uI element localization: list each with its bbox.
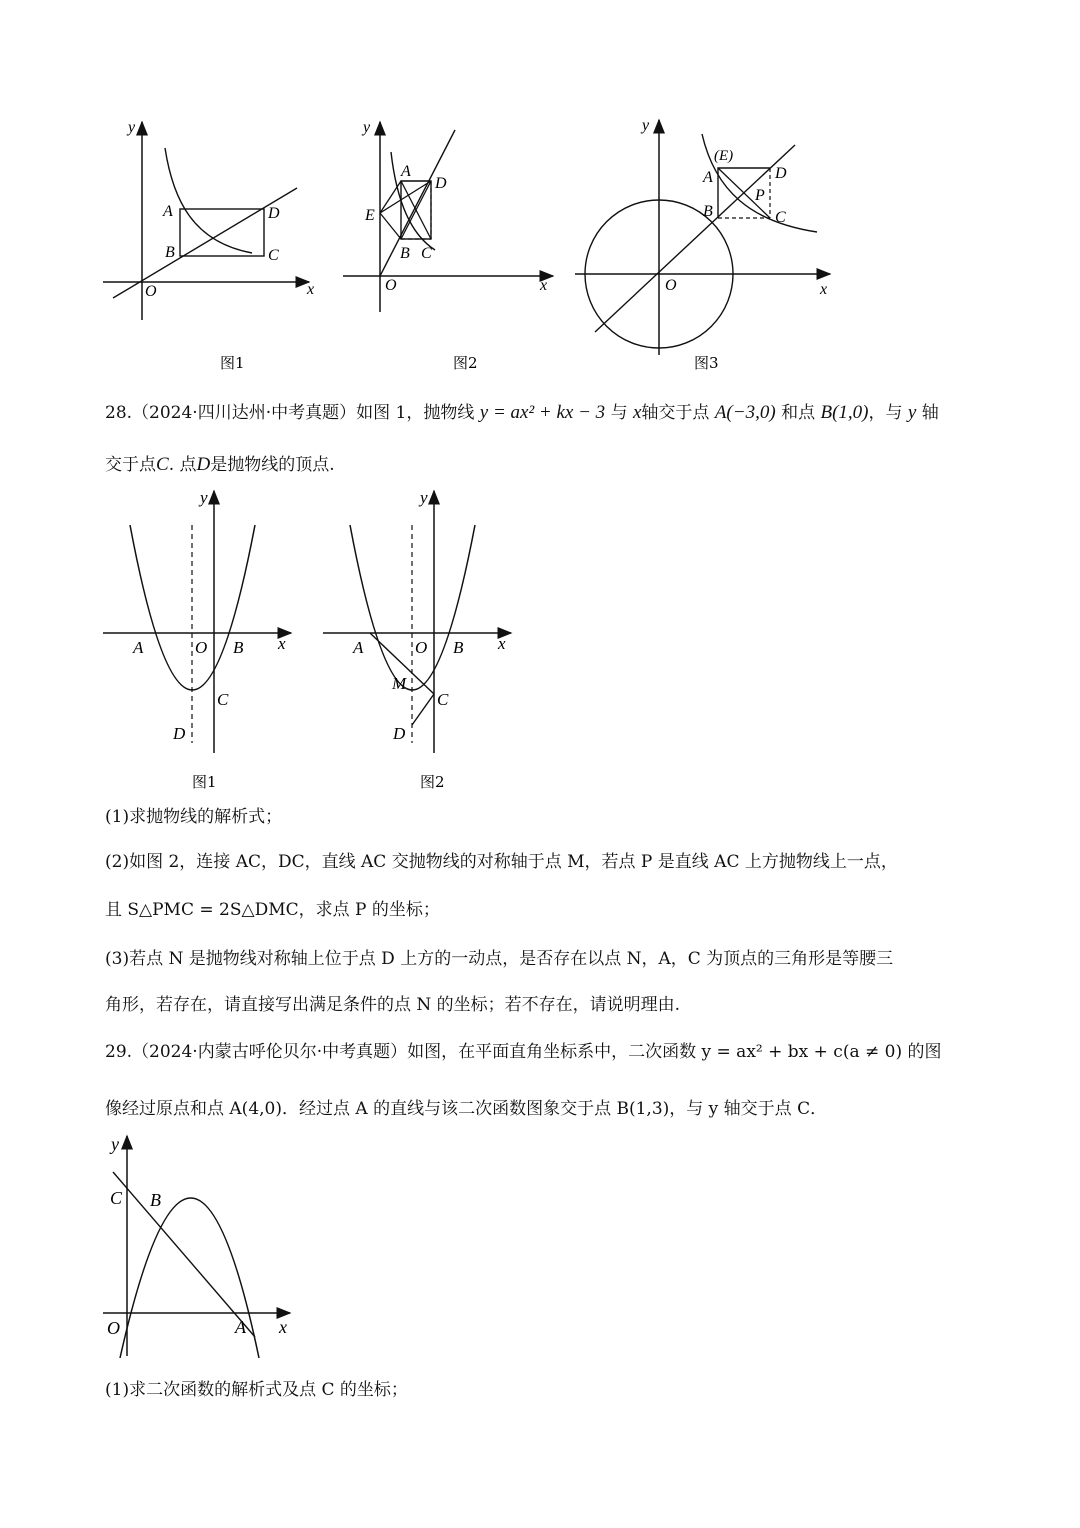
q28-number: 28. xyxy=(105,403,133,423)
label-x: x xyxy=(498,634,506,653)
label-x: x xyxy=(307,281,315,298)
label-c: C xyxy=(775,209,786,226)
label-c: C xyxy=(217,690,229,709)
label-a: A xyxy=(401,163,411,180)
label-d: D xyxy=(393,724,406,743)
label-y: y xyxy=(128,119,136,136)
top-figure-2 xyxy=(335,110,565,380)
q28-figure-1 xyxy=(95,485,305,795)
label-e: E xyxy=(365,207,375,224)
q29-figure xyxy=(95,1130,310,1365)
q28-point-a: A(−3,0) xyxy=(714,402,776,423)
q28-part3-line1: (3)若点 N 是抛物线对称轴上位于点 D 上方的一动点，是否存在以点 N，A，C 为顶点的三角形是等腰三 xyxy=(105,949,894,969)
label-y: y xyxy=(200,488,208,507)
q29-part1: (1)求二次函数的解析式及点 C 的坐标； xyxy=(105,1380,408,1400)
caption: 图1 xyxy=(192,773,217,791)
label-b: B xyxy=(703,203,713,220)
label-m: M xyxy=(392,674,407,693)
hyperbola xyxy=(165,148,252,253)
line-through-origin xyxy=(595,145,795,332)
q28-stem-line1: 28.（2024·四川达州·中考真题）如图 1，抛物线 y = ax² + kx − 3 与 x轴交于点 A(−3,0) 和点 B(1,0)，与 y 轴 xyxy=(105,402,939,423)
label-o: O xyxy=(665,277,677,294)
label-o: O xyxy=(107,1318,120,1338)
label-o: O xyxy=(415,638,428,657)
label-c: C xyxy=(110,1188,123,1208)
label-d: D xyxy=(268,205,280,222)
top-figure-1 xyxy=(95,110,325,380)
top-figure-3 xyxy=(570,110,840,380)
q29-number: 29. xyxy=(105,1042,133,1062)
caption: 图3 xyxy=(694,354,719,372)
label-o: O xyxy=(145,283,157,300)
label-o: O xyxy=(195,638,208,657)
label-y: y xyxy=(642,117,650,134)
segment-dc xyxy=(412,694,434,725)
segment-ea xyxy=(380,181,401,213)
label-o: O xyxy=(385,277,397,294)
label-d: D xyxy=(775,165,787,182)
label-b: B xyxy=(233,638,244,657)
label-b: B xyxy=(165,244,175,261)
label-d: D xyxy=(435,175,447,192)
q28-part3-line2: 角形，若存在，请直接写出满足条件的点 N 的坐标；若不存在，请说明理由. xyxy=(105,995,681,1015)
label-y: y xyxy=(420,488,428,507)
label-c: C xyxy=(437,690,449,709)
label-b: B xyxy=(150,1190,161,1210)
caption: 图2 xyxy=(420,773,445,791)
label-p: P xyxy=(755,187,765,204)
q28-source: （2024·四川达州·中考真题） xyxy=(132,403,357,423)
label-a: A xyxy=(133,638,144,657)
label-e: (E) xyxy=(714,148,734,164)
label-b: B xyxy=(453,638,464,657)
q29-source: （2024·内蒙古呼伦贝尔·中考真题） xyxy=(132,1042,408,1062)
q28-part2-line1: (2)如图 2，连接 AC，DC，直线 AC 交抛物线的对称轴于点 M，若点 P 是直线 AC 上方抛物线上一点， xyxy=(105,852,898,872)
label-x: x xyxy=(820,281,828,298)
label-b: B xyxy=(400,245,410,262)
q29-stem-line2: 像经过原点和点 A(4,0)．经过点 A 的直线与该二次函数图象交于点 B(1,3)，与 y 轴交于点 C． xyxy=(105,1099,828,1119)
label-y: y xyxy=(363,119,371,136)
label-d: D xyxy=(173,724,186,743)
segment-eb xyxy=(380,213,401,239)
label-a: A xyxy=(163,203,173,220)
label-a: A xyxy=(353,638,364,657)
label-c: C xyxy=(268,247,279,264)
q28-part2-line2: 且 S△PMC = 2S△DMC，求点 P 的坐标； xyxy=(105,900,440,920)
label-y: y xyxy=(111,1134,119,1154)
line-through-origin xyxy=(380,130,455,276)
label-a: A xyxy=(235,1317,246,1337)
q29-stem-line1: 29.（2024·内蒙古呼伦贝尔·中考真题）如图，在平面直角坐标系中，二次函数 y = ax² + bx + c(a ≠ 0) 的图 xyxy=(105,1042,942,1062)
q28-figure-2 xyxy=(315,485,525,795)
label-a: A xyxy=(703,169,713,186)
label-c: C xyxy=(421,245,432,262)
q28-equation: y = ax² + kx − 3 xyxy=(479,402,606,423)
q28-stem-line2: 交于点C. 点D是抛物线的顶点. xyxy=(105,454,335,475)
label-x: x xyxy=(540,277,548,294)
q28-part1: (1)求抛物线的解析式； xyxy=(105,807,283,827)
caption: 图2 xyxy=(453,354,478,372)
q28-point-b: B(1,0) xyxy=(820,402,869,423)
label-x: x xyxy=(279,1317,287,1337)
caption: 图1 xyxy=(220,354,245,372)
label-x: x xyxy=(278,634,286,653)
